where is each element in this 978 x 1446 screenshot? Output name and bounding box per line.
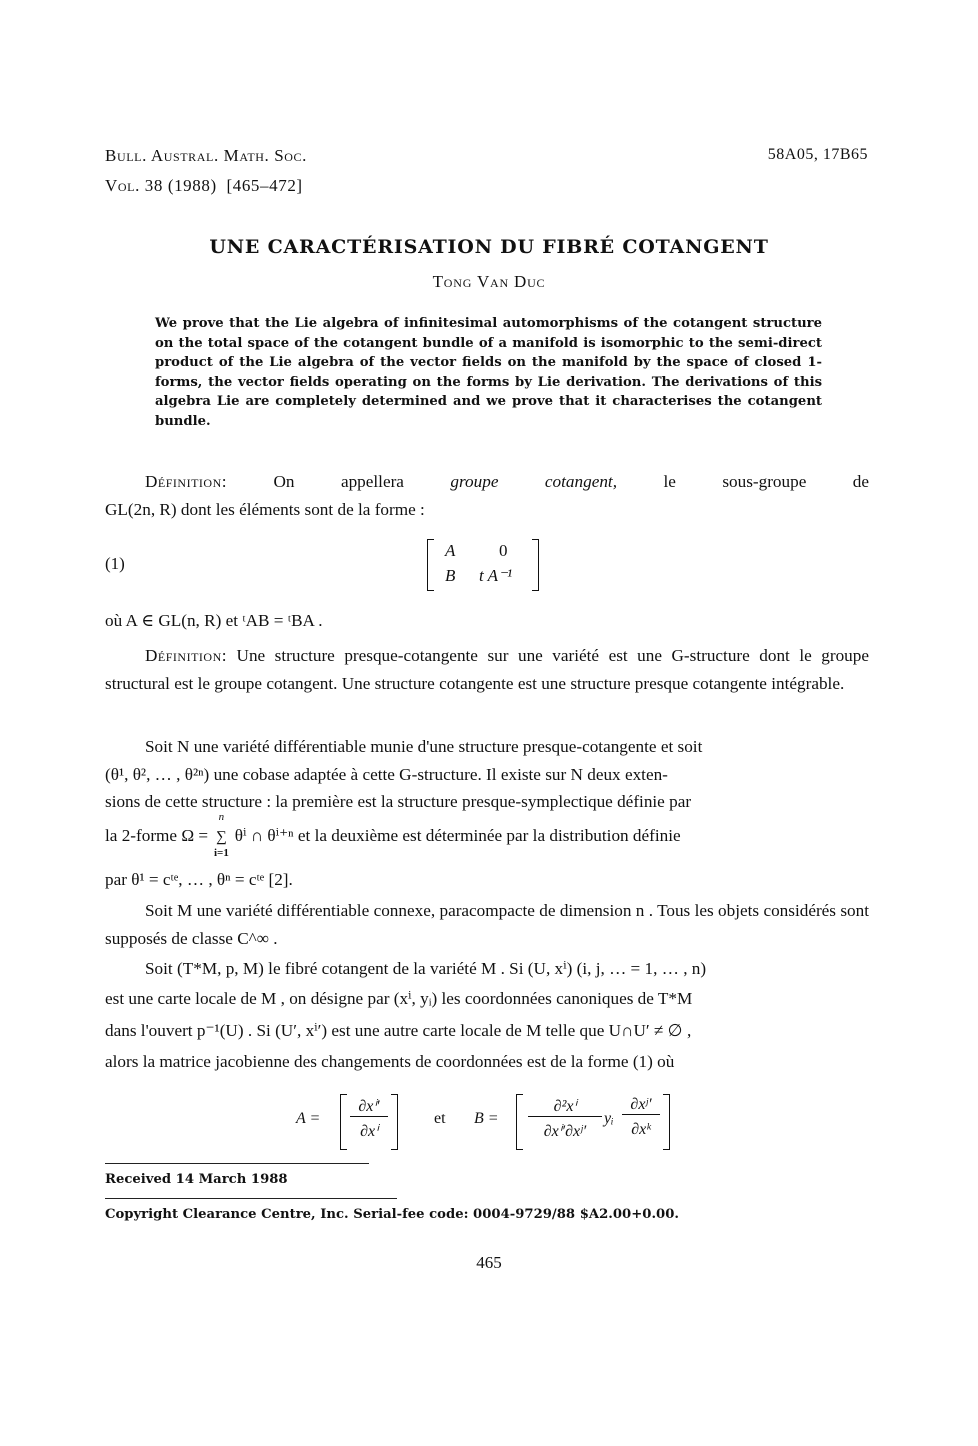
- definition-text-a: On appellera: [273, 472, 404, 491]
- definition-term: groupe cotangent,: [450, 472, 617, 491]
- para3-line-4-a: la 2-forme Ω =: [105, 826, 209, 845]
- page-number: 465: [476, 1253, 502, 1272]
- eq2-a-denominator: ∂xⁱ: [360, 1123, 378, 1140]
- sum-lower-limit: i=1: [214, 847, 229, 860]
- eq2-a-matrix: [340, 1094, 398, 1150]
- left-bracket: [340, 1094, 347, 1150]
- para3-line-4-b: θⁱ ∩ θⁱ⁺ⁿ et la deuxième est déterminée par la distribution définie: [234, 826, 681, 845]
- paper-title: UNE CARACTÉRISATION DU FIBRÉ COTANGENT: [209, 236, 769, 258]
- received-date: Received 14 March 1988: [105, 1172, 288, 1187]
- eq2-a-label: A =: [296, 1110, 321, 1127]
- eq2-b-y: yᵢ: [604, 1110, 614, 1127]
- para4: Soit M une variété différentiable connexe, paracompacte de dimension n . Tous les objets considérés sont supposés de classe C^∞ .: [105, 901, 869, 948]
- para5-line-3: dans l'ouvert p⁻¹(U) . Si (U′, xⁱ′) est une autre carte locale de M telle que U∩U′ ≠ ∅ ,: [105, 1021, 692, 1040]
- footnote-rule-2: [105, 1198, 397, 1199]
- page-range: [465–472]: [226, 176, 303, 195]
- volume-line: [105, 176, 303, 196]
- eq2-a-numerator: ∂xⁱ′: [350, 1096, 388, 1117]
- definition-1-line-1: [105, 468, 869, 496]
- para3-line-1: Soit N une variété différentiable munie d'une structure presque-cotangente et soit: [145, 737, 703, 756]
- definition-label: Définition:: [145, 472, 228, 491]
- definition-text-b: le sous-groupe de: [663, 472, 870, 491]
- left-bracket: [427, 539, 434, 591]
- definition-2-text: Une structure presque-cotangente sur une variété est une G-structure dont le groupe structural est le groupe cotangent. Une structure cotangente est une structure presque cotangente intégrable.: [105, 646, 869, 693]
- volume: Vol. 38 (1988): [105, 176, 217, 195]
- matrix-a11: A: [445, 541, 456, 560]
- eq2-b-numerator-1: ∂²xⁱ: [528, 1096, 602, 1117]
- definition-label: Définition:: [145, 646, 228, 665]
- sum-symbol: ∑: [216, 829, 227, 846]
- author-name: Tong Van Duc: [432, 272, 546, 291]
- copyright-line: Copyright Clearance Centre, Inc. Serial-fee code: 0004-9729/88 $A2.00+0.00.: [105, 1207, 679, 1222]
- para3-line-2: (θ¹, θ², … , θ²ⁿ) une cobase adaptée à cette G-structure. Il existe sur N deux exten-: [105, 765, 668, 784]
- sum-upper-limit: n: [218, 811, 225, 824]
- right-bracket: [663, 1094, 670, 1150]
- eq2-b-matrix: [516, 1094, 670, 1150]
- right-bracket: [532, 539, 539, 591]
- para3-line-3: sions de cette structure : la première est la structure presque-symplectique définie par: [105, 792, 692, 811]
- summation: [212, 811, 230, 860]
- para5-line-4: alors la matrice jacobienne des changements de coordonnées est de la forme (1) où: [105, 1052, 675, 1071]
- equation-2: [296, 1094, 676, 1152]
- matrix-a21: B: [445, 566, 456, 585]
- para3-line-5: par θ¹ = cᵗᵉ, … , θⁿ = cᵗᵉ [2].: [105, 870, 293, 889]
- eq2-b-denominator-1: ∂xⁱ′∂xʲ′: [543, 1123, 587, 1140]
- eq2-b-denominator-2: ∂xᵏ: [631, 1121, 651, 1138]
- footnote-rule-1: [105, 1163, 369, 1164]
- eq2-et: et: [434, 1110, 446, 1127]
- equation-1-number: (1): [105, 554, 125, 573]
- para3-line-4: [105, 811, 869, 860]
- equation-1-matrix: [427, 539, 539, 591]
- left-bracket: [516, 1094, 523, 1150]
- matrix-a12: 0: [499, 541, 508, 560]
- eq2-b-label: B =: [474, 1110, 499, 1127]
- classification-codes: 58A05, 17B65: [767, 146, 868, 163]
- definition-2: [105, 642, 869, 697]
- abstract: We prove that the Lie algebra of infinitesimal automorphisms of the cotangent structure on the total space of the cotangent bundle of a manifold is isomorphic to the semi-direct product of the Lie algebra of the vector fields on the manifold by the space of closed 1-forms, the vector fields operating on the forms by Lie derivation. The derivations of this algebra Lie are completely determined and we prove that it characterises the cotangent bundle.: [155, 316, 822, 429]
- right-bracket: [391, 1094, 398, 1150]
- para5-line-2: est une carte locale de M , on désigne par (xⁱ, yᵢ) les coordonnées canoniques de T*M: [105, 989, 693, 1008]
- where-line: où A ∈ GL(n, R) et ᵗAB = ᵗBA .: [105, 611, 323, 630]
- journal-name: Bull. Austral. Math. Soc.: [105, 146, 307, 165]
- definition-1-line-2: GL(2n, R) dont les éléments sont de la forme :: [105, 500, 425, 519]
- eq2-b-numerator-2: ∂xʲ′: [622, 1096, 660, 1115]
- para5-line-1: Soit (T*M, p, M) le fibré cotangent de la variété M . Si (U, xⁱ) (i, j, … = 1, … , n): [145, 959, 707, 978]
- matrix-a22: t A⁻¹: [479, 566, 513, 585]
